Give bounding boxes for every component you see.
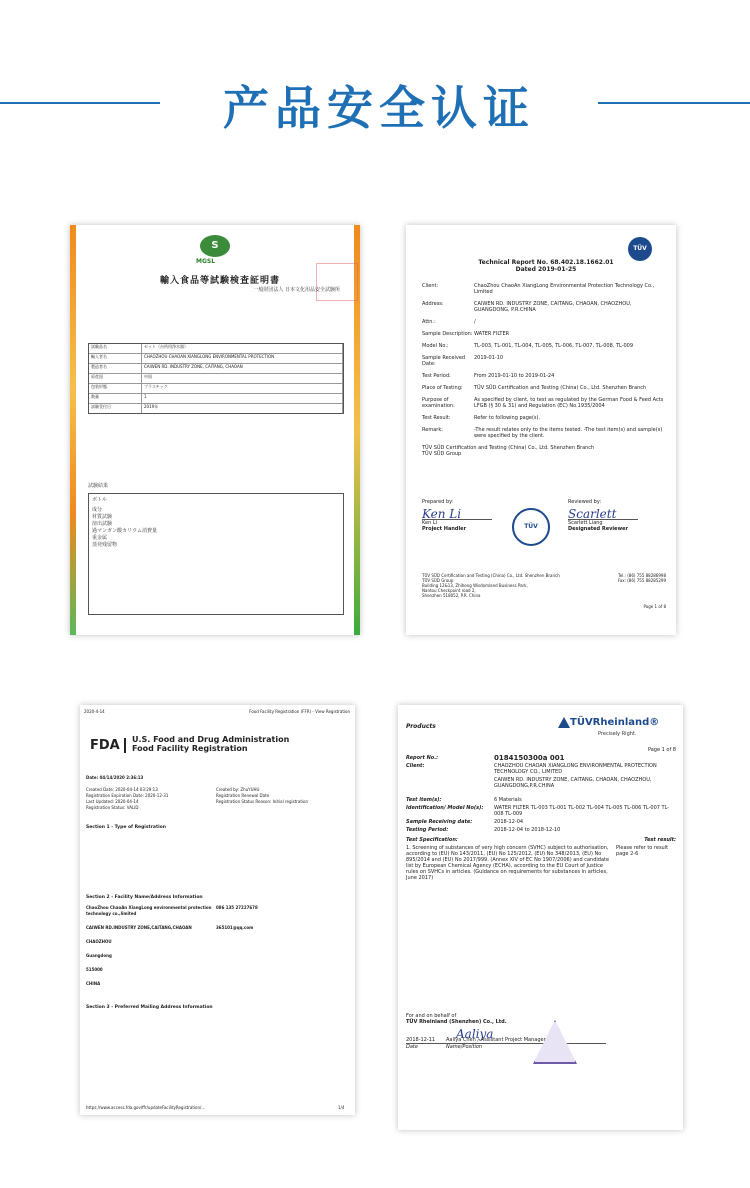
tr-field-label: Identification/ Model No(s): — [406, 805, 484, 811]
fda-facility-name: ChaoZhou ChaoAn XiangLong environmental protection technology co.,limited — [86, 905, 212, 916]
tuv-prepared-label: Prepared by: — [422, 499, 454, 505]
tuv-reviewed-label: Reviewed by: — [568, 499, 602, 505]
tuv-address-line: TÜV SÜD Certification and Testing (China) Co., Ltd. Shenzhen Branch — [422, 573, 560, 578]
tuv-fax: Fax: (86) 755 88285299 — [617, 578, 666, 583]
tuv-field-value: 2019-01-10 — [474, 355, 504, 361]
fda-registration-document — [80, 705, 355, 1115]
fda-line: Registration Renewal Date — [216, 793, 270, 798]
tuv-address-line: Building 12&13, Zhiheng Wisdomland Business Park, — [422, 583, 528, 588]
jp-label: 輸入者名 — [89, 354, 142, 363]
fda-line: Created Date: 2020-04-14 03:29:13 — [86, 787, 158, 792]
fda-telephone: 086 135 27227678 — [216, 905, 258, 910]
jp-value: 中国 — [142, 374, 343, 383]
fda-country: CHINA — [86, 981, 101, 986]
tuv-field-value: -The result relates only to the items tested. -The test item(s) and sample(s) were specified by the client. — [474, 427, 663, 439]
jp-result-line: 材質試験 — [92, 514, 113, 520]
tr-field-label: Sample Receiving date: — [406, 819, 473, 825]
jp-value: CHAOZHOU CHAOAN XIANGLONG ENVIRONMENTAL PROTECTION — [142, 354, 343, 363]
jp-result-line: 重金属 — [92, 535, 108, 541]
jp-label: 数量 — [89, 394, 142, 403]
tr-foot-company: TÜV Rheinland (Shenzhen) Co., Ltd. — [406, 1019, 507, 1025]
jp-value: 2019年 — [142, 404, 343, 413]
tr-field-value: WATER FILTER TL-003 TL-001 TL-002 TL-004 TL-005 TL-006 TL-007 TL-008 TL-009 — [494, 805, 670, 817]
tr-field-value: 0184150300a 001 — [494, 754, 565, 762]
tr-field-label: Client: — [406, 763, 425, 769]
tuv-rheinland-logo: TÜVRheinland® — [570, 717, 660, 728]
tuv-field-label: Model No.: — [422, 343, 449, 349]
tr-sign-date: 2018-12-11 — [406, 1037, 436, 1043]
fda-print-date: 2020-4-14 — [84, 709, 105, 714]
tuv-preparer-name: Ken Li — [422, 519, 492, 526]
tr-result-value: Please refer to result page 2-6 — [616, 845, 669, 857]
fda-line: Created by: ZhuYUHU — [216, 787, 260, 792]
tuv-field-label: Test Period: — [422, 373, 451, 379]
tr-field-label: Report No.: — [406, 755, 439, 761]
fda-line: Last Updated: 2020-04-14 — [86, 799, 139, 804]
tuv-issuer-line: TÜV SÜD Certification and Testing (China) Co., Ltd. Shenzhen Branch — [422, 445, 595, 451]
title-rule-left — [0, 102, 160, 104]
tr-signature: Aaliya — [456, 1027, 494, 1041]
tuv-preparer-signature: Ken Li — [422, 507, 462, 521]
tuv-reviewer-signature: Scarlett — [568, 507, 617, 521]
jp-cert-heading: 輸入食品等試験検査証明書 — [159, 276, 280, 286]
fda-line: Date: 04/14/2020 2:36:13 — [86, 775, 144, 780]
mgsl-logo-icon: S — [200, 235, 230, 257]
tr-field-value: 2018-12-04 — [494, 819, 524, 825]
jp-label: 試験品名 — [89, 344, 142, 353]
jp-result-line: 成分 — [92, 507, 103, 513]
fda-line: Registration Status: VALID — [86, 805, 139, 810]
tr-field-label: Testing Period: — [406, 827, 449, 833]
tuv-field-value: TÜV SÜD Certification and Testing (China) Co., Ltd. Shenzhen Branch — [474, 385, 647, 391]
fda-state: Guangdong — [86, 953, 112, 958]
tuv-sud-logo-icon: TÜV — [628, 237, 652, 261]
cert-border-left — [70, 225, 76, 635]
tuv-issuer — [422, 445, 666, 457]
jp-label: 試験受付日 — [89, 404, 142, 413]
page-title: 产品安全认证 — [223, 81, 535, 135]
tr-field-value: CAIWEN RD. INDUSTRY ZONE, CAITANG, CHAOAN, CHAOZHOU, GUANGDONG,P.R.CHINA — [494, 777, 652, 789]
tuv-field-label: Place of Testing: — [422, 385, 463, 391]
tuv-field-label: Client: — [422, 283, 439, 289]
tr-field-label: Test Specification: — [406, 837, 458, 843]
tr-report-fields — [406, 747, 676, 883]
jp-result-line: 過マンガン酸カリウム消費量 — [92, 528, 157, 534]
jp-value: 1 — [142, 394, 343, 403]
title-rule-right — [598, 102, 750, 104]
fda-street: CAIWEN RD.INDUSTRY ZONE,CAITANG,CHAOAN — [86, 925, 192, 930]
fda-body — [86, 775, 348, 1011]
tuv-prepared-block — [422, 499, 492, 532]
fda-email: 365101@qq.com — [216, 925, 254, 930]
jp-results-label: 試験結果 — [88, 483, 109, 489]
tuv-field-label: Attn.: — [422, 319, 436, 325]
tuv-reviewer-role: Designated Reviewer — [568, 526, 628, 532]
tuv-preparer-role: Project Handler — [422, 526, 467, 532]
fda-section-heading: Section 2 - Facility Name/Address Information — [86, 895, 203, 900]
tuv-field-label: Test Result: — [422, 415, 451, 421]
tr-name-label: Name/Position — [446, 1044, 483, 1050]
tr-date-label: Date — [406, 1044, 418, 1050]
jp-value: セット（台所用浄水器） — [142, 344, 343, 353]
tuv-address-line: Nantou Checkpoint road 2, — [422, 588, 476, 593]
tr-products-label: Products — [406, 723, 436, 730]
tuv-seal-icon: TÜV — [512, 508, 550, 546]
fda-city: CHAOZHOU — [86, 939, 112, 944]
tuv-reviewer-name: Scarlett Liang — [568, 519, 638, 526]
tuv-report-date: Dated 2019-01-25 — [515, 266, 577, 273]
tuv-field-value: Refer to following page(s). — [474, 415, 541, 421]
tuv-field-label: Address: — [422, 301, 444, 307]
mgsl-logo-label: MGSL — [196, 258, 216, 265]
tuv-rheinland-report — [398, 705, 683, 1130]
tr-signature-block — [406, 1013, 676, 1050]
jp-inspection-certificate — [70, 225, 360, 635]
tuv-reviewed-block — [568, 499, 638, 532]
jp-result-line: 蒸発残留物 — [92, 542, 118, 548]
tr-spec-text: 1. Screening of substances of very high concern (SVHC) subject to authorisation, according to (EU) No 143/2011, (EU) No 125/2012, (EU) No 348/2013, (EU) No 895/2014 and (EU) No 2017/999. (Annex XIV of EC No 1907/2006) and candidate list by European Chemical Agency (ECHA), according to the EU Court of Justice rules on SVHCs in articles. (Guidance on requirements for substances in articles, June 2017) — [406, 845, 610, 881]
tuv-field-value: From 2019-01-10 to 2019-01-24 — [474, 373, 555, 379]
fda-print-header — [84, 709, 350, 714]
fda-print-title: Food Facility Registration (FFR) - View Registration — [249, 709, 350, 714]
tr-page-number: Page 1 of 8 — [647, 747, 676, 753]
tuv-rheinland-tagline: Precisely Right. — [598, 731, 637, 737]
tuv-sud-technical-report — [406, 225, 676, 635]
tuv-report-fields — [422, 283, 666, 463]
tuv-field-value: CAIWEN RD. INDUSTRY ZONE, CAITANG, CHAOAN, CHAOZHOU, GUANGDONG, P.R.CHINA — [474, 301, 632, 313]
tuv-phone: Tel.: (86) 755 88286998 — [618, 573, 666, 578]
fda-footer-url: https://www.access.fda.gov/ffr/updateFacilityRegistration/... — [86, 1105, 206, 1110]
fda-line: Registration Expiration Date: 2020-12-31 — [86, 793, 169, 798]
tuv-report-title — [446, 259, 646, 273]
tuv-footer — [422, 573, 666, 609]
fda-section-heading: Section 1 - Type of Registration — [86, 825, 166, 830]
tuv-rheinland-triangle-icon — [558, 717, 570, 728]
fda-footer-page: 1/4 — [338, 1105, 345, 1110]
tuv-field-value: ChaoZhou ChaoAn XiangLong Environmental Protection Technology Co., Limited — [474, 283, 655, 295]
fda-section-heading: Section 3 - Preferred Mailing Address Information — [86, 1005, 213, 1010]
jp-value: プラスチック — [142, 384, 343, 393]
jp-stamp-text: 一般財団法人 日本文化用品安全試験所 — [253, 287, 340, 293]
jp-results-table — [88, 493, 344, 615]
jp-label: 製造者名 — [89, 364, 142, 373]
tuv-field-value: TL-003, TL-001, TL-004, TL-005, TL-006, TL-007, TL-008, TL-009 — [474, 343, 634, 349]
tr-foot-for: For and on behalf of — [406, 1013, 457, 1019]
jp-result-line: ボトル — [92, 497, 108, 503]
jp-result-line: 溶出試験 — [92, 521, 113, 527]
tuv-address-line: TÜV SÜD Group — [422, 578, 454, 583]
tr-result-label: Test result: — [644, 837, 676, 843]
jp-label: 包装形態 — [89, 384, 142, 393]
tr-field-value: 2018-12-04 to 2018-12-10 — [494, 827, 561, 833]
tuv-page-number: Page 1 of 8 — [643, 604, 666, 609]
tuv-field-label: Sample Description: — [422, 331, 473, 337]
tr-field-value: CHAOZHOU CHAOAN XIANGLONG ENVIRONMENTAL PROTECTION TECHNOLOGY CO., LIMITED — [494, 763, 657, 775]
fda-title-line: Food Facility Registration — [132, 744, 248, 753]
tuv-address-line: Shenzhen 518052, P.R. China — [422, 593, 481, 598]
jp-value: CAIWEN RD. INDUSTRY ZONE, CAITANG, CHAOAN — [142, 364, 343, 373]
tuv-field-label: Purpose of examination: — [422, 397, 455, 409]
red-stamp-icon — [316, 263, 358, 301]
fda-title — [132, 735, 289, 753]
tuv-field-value: As specified by client, to test as regulated by the German Food & Feed Acts LFGB (§ 30 & 31) and Regulation (EC) No.1935/2004 — [474, 397, 664, 409]
tuv-field-label: Remark: — [422, 427, 443, 433]
tr-signer: Aaliya Chen / Assistant Project Manager — [446, 1037, 546, 1043]
tuv-issuer-group: TÜV SÜD Group — [422, 451, 462, 457]
jp-info-table — [88, 343, 344, 414]
fda-title-line: U.S. Food and Drug Administration — [132, 735, 290, 744]
jp-label: 原産国 — [89, 374, 142, 383]
tuv-field-value: WATER FILTER — [474, 331, 510, 337]
fda-zip: 515000 — [86, 967, 103, 972]
fda-logo-icon: FDA — [90, 738, 126, 753]
fda-line: Registration Status Reason: Initial registration — [216, 799, 309, 804]
tuv-field-value: / — [474, 319, 476, 325]
tuv-field-label: Sample Received Date: — [422, 355, 466, 367]
tr-field-label: Test item(s): — [406, 797, 442, 803]
tr-field-value: 6 Materials — [494, 797, 522, 803]
tr-field-label — [406, 777, 494, 789]
tuv-report-number: Technical Report No. 68.402.18.1662.01 — [478, 259, 614, 266]
